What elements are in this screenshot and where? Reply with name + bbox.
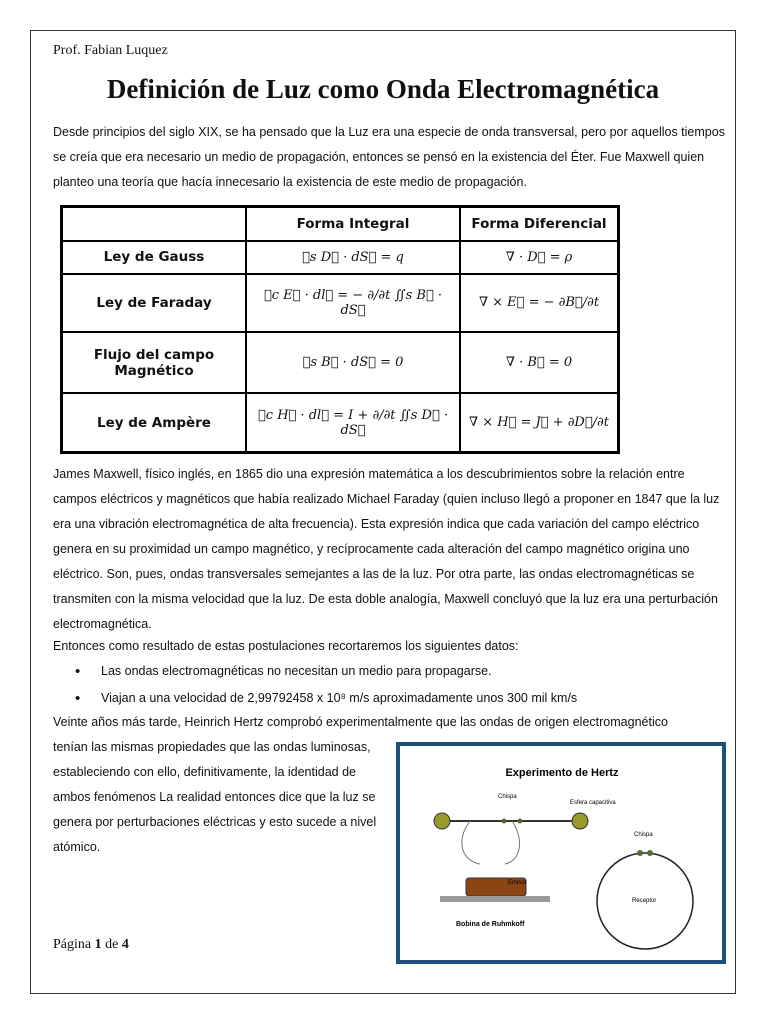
postulates-intro: Entonces como resultado de estas postulaciones recortaremos los siguientes datos: [53, 639, 519, 653]
receptor-gap-right [647, 850, 653, 856]
footer-page-number: 1 [94, 937, 102, 952]
label-emisor: Emisor [508, 880, 527, 886]
page-footer [53, 937, 129, 953]
footer-separator: de [105, 937, 119, 952]
spark-gap-left [502, 819, 507, 824]
law-name: Flujo del campo Magnético [62, 332, 247, 394]
integral-form: ∯s B⃗ · dS⃗ = 0 [246, 332, 460, 394]
hertz-paragraph-line: Veinte años más tarde, Heinrich Hertz comprobó experimentalmente que las ondas de origen electromagnético [53, 715, 668, 729]
label-esfera: Esfera capacitiva [570, 800, 616, 806]
wire-right [505, 821, 519, 864]
integral-form: ∯s D⃗ · dS⃗ = q [246, 241, 460, 274]
integral-form: ∮c E⃗ · dl⃗ = − ∂/∂t ∬s B⃗ · dS⃗ [246, 274, 460, 332]
page-title: Definición de Luz como Onda Electromagnética [106, 74, 660, 104]
left-sphere [434, 813, 450, 829]
label-chispa-receptor: Chispa [634, 832, 653, 838]
table-row [62, 332, 619, 394]
integral-form: ∮c H⃗ · dl⃗ = I + ∂/∂t ∬s D⃗ · dS⃗ [246, 393, 460, 452]
postulates-list [73, 658, 713, 712]
maxwell-equations-table [60, 205, 620, 454]
table-header-row [62, 207, 619, 242]
maxwell-paragraph: James Maxwell, físico inglés, en 1865 dio una expresión matemática a los descubrimientos sobre la relación entre campos eléctricos y magnéticos que había realizado Michael Faraday (quien incluso llegó a proponer en 1847 que la luz era una vibración electromagnética de alta frecuencia). Esta expresión indica que cada variación del campo eléctrico genera en su proximidad un campo magnético, y recíprocamente cada alteración del campo magnético origina uno eléctrico. Son, pues, ondas transversales semejantes a las de la luz. Por otra parte, las ondas electromagnéticas se transmiten con la misma velocidad que la luz. De esta doble analogía, Maxwell concluyó que la luz era una perturbación electromagnética. [53, 467, 720, 631]
hertz-experiment-figure [396, 742, 726, 964]
law-name: Ley de Faraday [62, 274, 247, 332]
spark-gap-right [518, 819, 523, 824]
differential-form: ∇ · B⃗ = 0 [460, 332, 619, 394]
table-header-differential: Forma Diferencial [460, 207, 619, 242]
label-chispa: Chispa [498, 794, 517, 800]
table-row [62, 393, 619, 452]
receptor-gap-left [637, 850, 643, 856]
label-bobina: Bobina de Ruhmkoff [456, 921, 525, 928]
table-row [62, 241, 619, 274]
figure-title: Experimento de Hertz [505, 767, 619, 779]
list-item: • Viajan a una velocidad de 2,99792458 x 10⁸ m/s aproximadamente unos 300 mil km/s [73, 685, 713, 712]
table-header-integral: Forma Integral [246, 207, 460, 242]
law-name: Ley de Ampère [62, 393, 247, 452]
list-item: • Las ondas electromagnéticas no necesitan un medio para propagarse. [73, 658, 713, 685]
label-receptor: Receptor [632, 898, 657, 904]
differential-form: ∇ × E⃗ = − ∂B⃗/∂t [460, 274, 619, 332]
intro-paragraph: Desde principios del siglo XIX, se ha pensado que la Luz era una especie de onda transversal, pero por aquellos tiempos se creía que era necesario un medio de propagación, entonces se pensó en la existencia del Éter. Fue Maxwell quien planteo una teoría que hacía innecesario la existencia de este medio de propagación. [53, 125, 725, 189]
author-header: Prof. Fabian Luquez [53, 43, 168, 58]
wire-left [462, 821, 480, 864]
footer-prefix: Página [53, 937, 92, 952]
hertz-paragraph-rest: tenían las mismas propiedades que las ondas luminosas, estableciendo con ello, definitivamente, la identidad de ambos fenómenos La realidad entonces dice que la luz se genera por perturbaciones eléctricas y esto sucede a nivel atómico. [53, 740, 377, 854]
differential-form: ∇ × H⃗ = J⃗ + ∂D⃗/∂t [460, 393, 619, 452]
right-sphere [572, 813, 588, 829]
law-name: Ley de Gauss [62, 241, 247, 274]
differential-form: ∇ · D⃗ = ρ [460, 241, 619, 274]
hertz-diagram [400, 746, 722, 960]
table-row [62, 274, 619, 332]
table-header-empty [62, 207, 247, 242]
coil-base [440, 896, 550, 902]
footer-total-pages: 4 [121, 937, 129, 952]
